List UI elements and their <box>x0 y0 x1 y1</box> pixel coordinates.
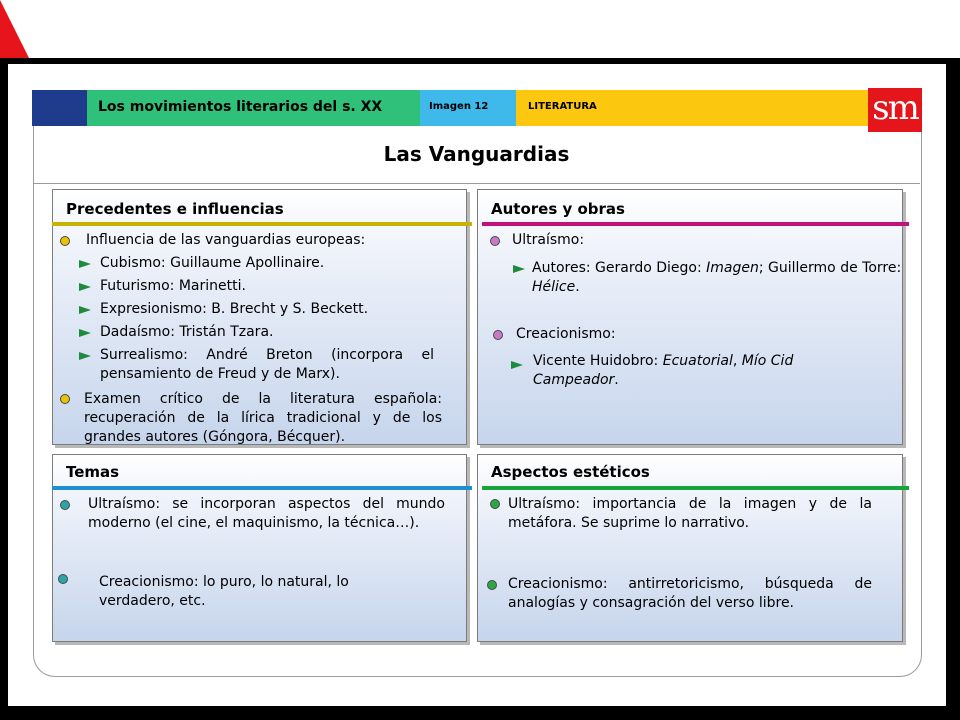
autores-creacionismo-line <box>533 352 878 390</box>
temas-bullet-1: Ultraísmo: se incorporan aspectos del mundo moderno (el cine, el maquinismo, la técnica…). <box>88 496 445 531</box>
precedentes-title: Precedentes e influencias <box>66 200 284 218</box>
bullet-dot <box>58 574 68 584</box>
autores-underline <box>482 222 909 226</box>
precedentes-item: Dadaísmo: Tristán Tzara. <box>100 324 274 340</box>
frame-left-border <box>0 58 8 720</box>
temas-box <box>52 454 467 642</box>
header-section-block <box>87 90 420 126</box>
bullet-dot <box>60 500 70 510</box>
precedentes-bullet-2: Examen crítico de la literatura española: recuperación de la lírica tradicional y de los grandes autores (Góngora, Bécquer). <box>84 391 442 445</box>
aspectos-underline <box>482 486 909 490</box>
header-section-title: Los movimientos literarios del s. XX <box>98 99 383 115</box>
bullet-dot <box>60 236 70 246</box>
autores-authors-text: . <box>575 279 580 295</box>
sm-logo: sm <box>868 88 922 132</box>
aspectos-bullet-2: Creacionismo: antirretoricismo, búsqueda de analogías y consagración del verso libre. <box>508 576 872 611</box>
autores-authors-text: . <box>614 372 619 388</box>
autores-box <box>477 189 903 445</box>
aspectos-title: Aspectos estéticos <box>491 463 650 481</box>
aspectos-bullet-1: Ultraísmo: importancia de la imagen y de la metáfora. Se suprime lo narrativo. <box>508 496 872 531</box>
precedentes-item: Futurismo: Marinetti. <box>100 278 246 294</box>
precedentes-item: Surrealismo: André Breton (incorpora el pensamiento de Freud y de Marx). <box>100 347 434 382</box>
arrow-icon <box>512 264 526 274</box>
autores-title: Autores y obras <box>491 200 625 218</box>
frame-bottom-border <box>0 706 960 720</box>
page-title: Las Vanguardias <box>383 142 570 166</box>
temas-bullet-2: Creacionismo: lo puro, lo natural, lo verdadero, etc. <box>99 574 349 609</box>
arrow-icon <box>78 282 92 292</box>
autores-bullet-2: Creacionismo: <box>516 326 616 342</box>
autores-authors-line <box>532 259 912 297</box>
bullet-dot <box>490 499 500 509</box>
header-subject-label: LITERATURA <box>528 101 597 112</box>
arrow-icon <box>78 259 92 269</box>
header-image-label: Imagen 12 <box>429 101 489 112</box>
temas-underline <box>52 486 472 490</box>
precedentes-bullet-1: Influencia de las vanguardias europeas: <box>86 232 366 248</box>
frame-top-border <box>0 58 960 64</box>
autores-authors-text: Vicente Huidobro: <box>533 353 663 369</box>
header-subject-block <box>516 90 868 126</box>
arrow-icon <box>78 305 92 315</box>
bullet-dot <box>60 394 70 404</box>
header-image-block <box>420 90 516 126</box>
autores-authors-text: Autores: Gerardo Diego: <box>532 260 707 276</box>
precedentes-item: Cubismo: Guillaume Apollinaire. <box>100 255 325 271</box>
arrow-icon <box>78 351 92 361</box>
autores-authors-text: ; Guillermo de Torre: <box>758 260 902 276</box>
title-divider <box>33 183 920 184</box>
arrow-icon <box>510 360 524 370</box>
precedentes-underline <box>52 222 472 226</box>
bullet-dot <box>487 580 497 590</box>
work-title: Imagen <box>706 260 759 276</box>
autores-authors-text: , <box>732 353 742 369</box>
work-title: Hélice <box>532 279 576 295</box>
red-corner-decoration <box>0 0 30 60</box>
bullet-dot <box>490 236 500 246</box>
work-title: Ecuatorial <box>662 353 733 369</box>
temas-title: Temas <box>66 463 120 481</box>
frame-right-border <box>946 58 960 720</box>
autores-bullet-1: Ultraísmo: <box>512 232 585 248</box>
aspectos-box <box>477 454 903 642</box>
arrow-icon <box>78 328 92 338</box>
precedentes-item: Expresionismo: B. Brecht y S. Beckett. <box>100 301 369 317</box>
work-title: Mío Cid Campeador <box>533 353 794 388</box>
bullet-dot <box>493 330 503 340</box>
header-navy-block <box>32 90 87 126</box>
